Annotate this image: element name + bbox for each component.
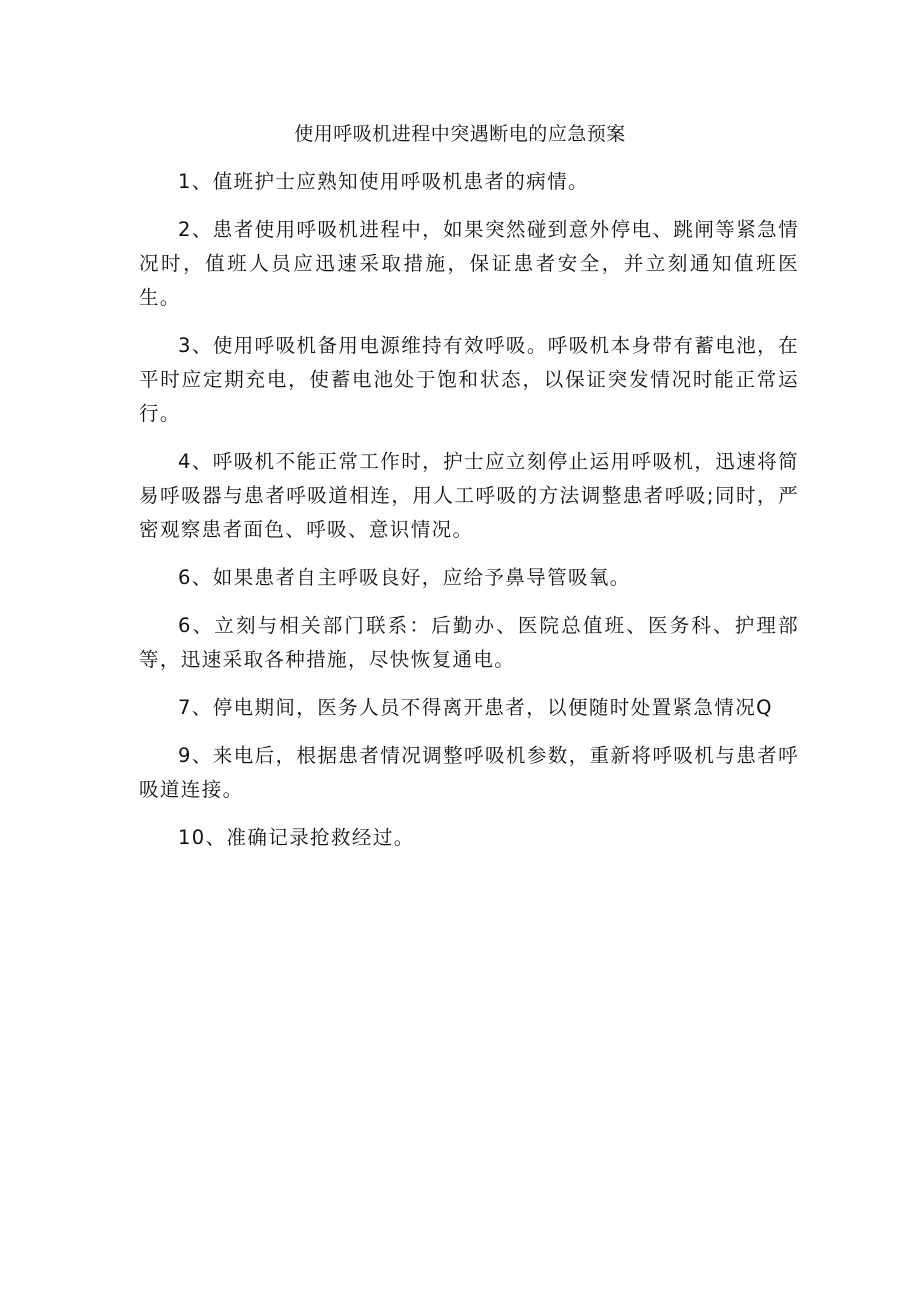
paragraph-4: 4、呼吸机不能正常工作时，护士应立刻停止运用呼吸机，迅速将简易呼吸器与患者呼吸道相连，用人工呼吸的方法调整患者呼吸;同时，严密观察患者面色、呼吸、意识情况。 (139, 450, 799, 541)
paragraph-9: 10、准确记录抢救经过。 (178, 826, 415, 849)
paragraph-8: 9、来电后，根据患者情况调整呼吸机参数，重新将呼吸机与患者呼吸道连接。 (139, 744, 799, 801)
paragraph-1: 1、值班护士应熟知使用呼吸机患者的病情。 (178, 170, 589, 193)
paragraph-2: 2、患者使用呼吸机进程中，如果突然碰到意外停电、跳闸等紧急情况时，值班人员应迅速采取措施，保证患者安全，并立刻通知值班医生。 (139, 218, 799, 309)
paragraph-6: 6、立刻与相关部门联系：后勤办、医院总值班、医务科、护理部等，迅速采取各种措施，尽快恢复通电。 (139, 614, 799, 671)
document-title: 使用呼吸机进程中突遇断电的应急预案 (294, 123, 626, 145)
document-body (139, 165, 799, 869)
paragraph-3: 3、使用呼吸机备用电源维持有效呼吸。呼吸机本身带有蓄电池，在平时应定期充电，使蓄电池处于饱和状态，以保证突发情况时能正常运行。 (139, 334, 799, 425)
paragraph-5: 6、如果患者自主呼吸良好，应给予鼻导管吸氧。 (178, 566, 631, 589)
paragraph-7: 7、停电期间，医务人员不得离开患者，以便随时处置紧急情况Q (178, 696, 773, 719)
